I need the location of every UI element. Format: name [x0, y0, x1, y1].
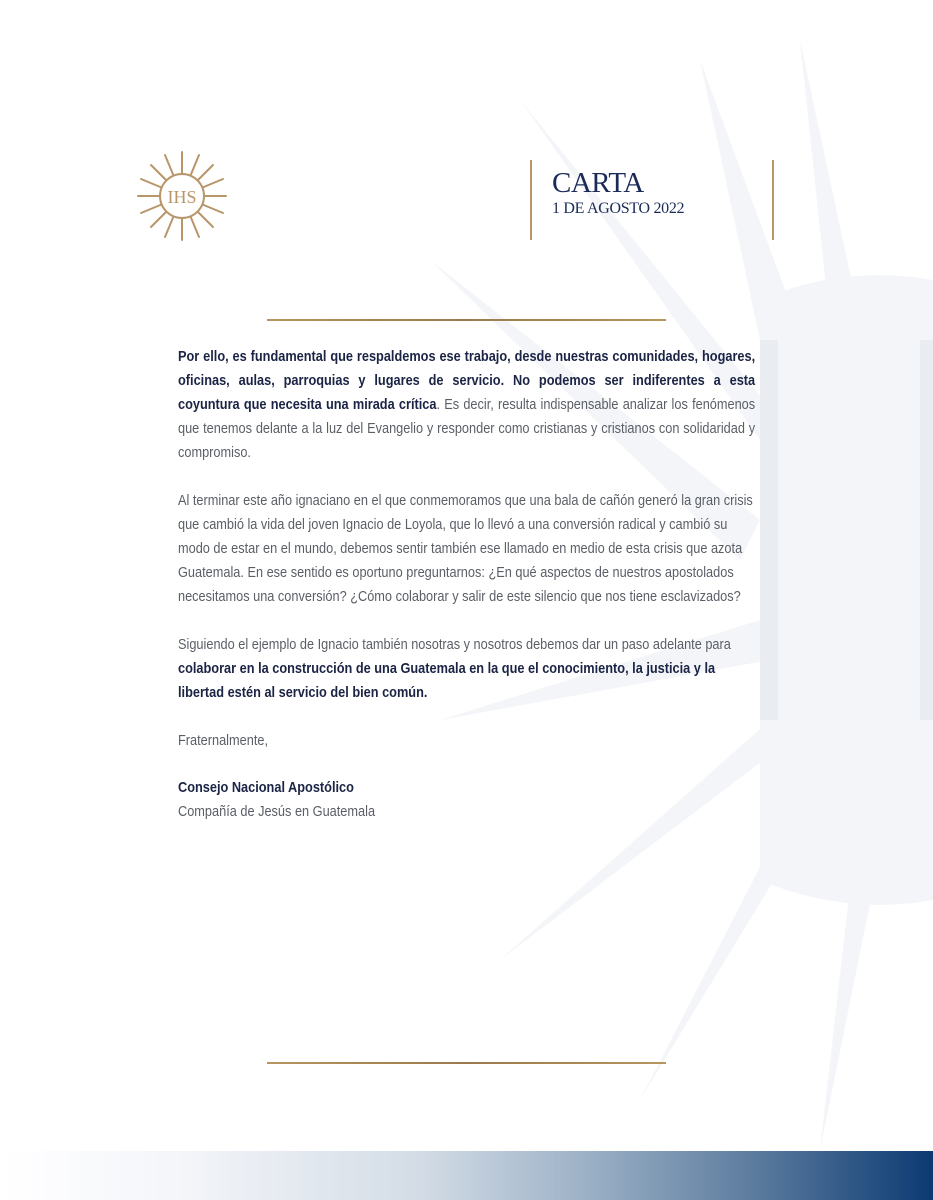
closing: Fraternalmente,: [178, 732, 269, 749]
ihs-sunburst-logo: [136, 150, 228, 242]
footer-gradient-bar: [0, 1151, 933, 1200]
signature-name: Consejo Nacional Apostólico: [178, 779, 354, 796]
document-title: CARTA: [552, 167, 644, 199]
p3-bold: colaborar en la construcción de una Guatemala en la que el conocimiento, la justicia y la libertad estén al servicio del bien común.: [178, 660, 716, 701]
svg-text:IHS: IHS: [167, 187, 197, 207]
signature-org: Compañía de Jesús en Guatemala: [178, 803, 376, 820]
p3-regular: Siguiendo el ejemplo de Ignacio también nosotras y nosotros debemos dar un paso adelante para: [178, 636, 731, 653]
p1-regular: . Es decir, resulta indispensable analizar los fenómenos que tenemos delante a la luz del Evangelio y responder como cristianas y cristianos con solidaridad y compromiso.: [178, 396, 756, 461]
paragraph-2: Al terminar este año ignaciano en el que conmemoramos que una bala de cañón generó la gran crisis que cambió la vida del joven Ignacio de Loyola, que lo llevó a una conversión radical y cambió su modo de estar en el mundo, debemos sentir también ese llamado en medio de esta crisis que azota Guatemala. En ese sentido es oportuno preguntarnos: ¿En qué aspectos de nuestros apostolados necesitamos una conversión? ¿Cómo colaborar y salir de este silencio que nos tiene esclavizados?: [178, 492, 753, 605]
paragraph-1: [178, 345, 755, 465]
title-divider-left: [530, 160, 532, 240]
p1-bold: Por ello, es fundamental que respaldemos ese trabajo, desde nuestras comunidades, hogares, oficinas, aulas, parroquias y lugares de servicio. No podemos ser indiferentes a esta coyuntura que necesita una mirada crítica: [178, 348, 756, 413]
document-date: 1 DE AGOSTO 2022: [552, 200, 685, 217]
bottom-divider: [267, 1062, 666, 1064]
title-divider-right: [772, 160, 774, 240]
paragraph-3: [178, 633, 755, 705]
letter-body: [178, 345, 755, 824]
document-header: [552, 168, 684, 220]
top-divider: [267, 319, 666, 321]
